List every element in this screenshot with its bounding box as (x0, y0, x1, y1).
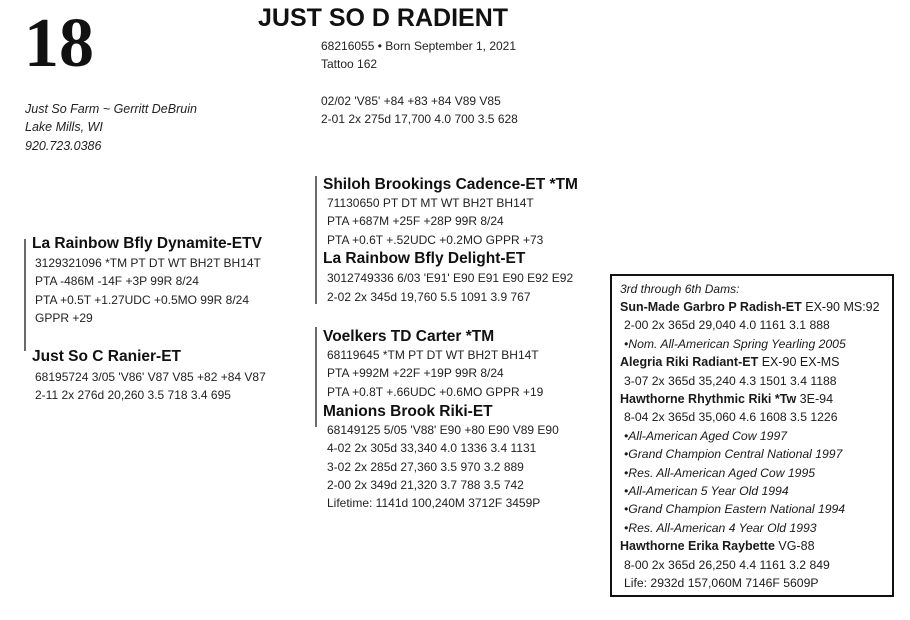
dam-name: Hawthorne Erika Raybette (620, 539, 775, 554)
dam-honor: •Res. All-American Aged Cow 1995 (624, 465, 816, 480)
pedigree-line: 3012749336 6/03 'E91' E90 E91 E90 E92 E92 (327, 271, 574, 285)
pedigree-line: 4-02 2x 305d 33,340 4.0 1336 3.4 1131 (327, 441, 537, 455)
dam-entry-name (620, 298, 884, 316)
pedigree-name-ss: La Rainbow Bfly Dynamite-ETV (32, 235, 262, 252)
pedigree-line: 68149125 5/05 'V88' E90 +80 E90 V89 E90 (327, 423, 559, 437)
pedigree-name-sire: Just So C Ranier-ET (32, 348, 181, 365)
pedigree-line: Lifetime: 1141d 100,240M 3712F 3459P (327, 496, 541, 510)
pedigree-line: PTA +0.8T +.66UDC +0.6MO GPPR +19 (327, 385, 544, 399)
dam-name: Hawthorne Rhythmic Riki *Tw (620, 392, 797, 407)
pedigree-name-dam-sire: Voelkers TD Carter *TM (323, 328, 495, 345)
dam-honor: •Res. All-American 4 Year Old 1993 (624, 520, 817, 535)
pedigree-line: PTA +992M +22F +19P 99R 8/24 (327, 366, 504, 380)
pedigree-name-ssd: La Rainbow Bfly Delight-ET (323, 250, 526, 267)
consignor-location: Lake Mills, WI (25, 120, 103, 134)
lot-number: 18 (24, 5, 94, 82)
animal-reg-line: 68216055 • Born September 1, 2021 (321, 39, 517, 53)
pedigree-name-dam: Manions Brook Riki-ET (323, 403, 493, 420)
consignor-phone: 920.723.0386 (25, 139, 102, 153)
dam-entry-name (620, 537, 884, 555)
animal-name: JUST SO D RADIENT (258, 4, 509, 32)
dams-box (610, 274, 894, 597)
pedigree-line: PTA +687M +25F +28P 99R 8/24 (327, 214, 504, 228)
dam-classification: VG-88 (778, 539, 815, 554)
dam-honor: •Nom. All-American Spring Yearling 2005 (624, 336, 846, 351)
dam-classification: EX-90 MS:92 (805, 300, 880, 314)
pedigree-line: 2-11 2x 276d 20,260 3.5 718 3.4 695 (35, 388, 231, 402)
pedigree-line: 71130650 PT DT MT WT BH2T BH14T (327, 196, 534, 210)
pedigree-line: 68119645 *TM PT DT WT BH2T BH14T (327, 348, 539, 362)
pedigree-line: GPPR +29 (35, 311, 93, 325)
dam-record: 8-04 2x 365d 35,060 4.6 1608 3.5 1226 (624, 410, 838, 425)
dam-record: 3-07 2x 365d 35,240 4.3 1501 3.4 1188 (624, 373, 837, 388)
connector-line (315, 176, 317, 304)
dam-entry-name (620, 353, 884, 371)
connector-line (24, 239, 26, 351)
dam-honor: •Grand Champion Central National 1997 (624, 447, 843, 462)
pedigree-name-ssss: Shiloh Brookings Cadence-ET *TM (323, 176, 578, 193)
dam-honor: •All-American Aged Cow 1997 (624, 428, 788, 443)
pedigree-line: PTA +0.5T +1.27UDC +0.5MO 99R 8/24 (35, 293, 250, 307)
pedigree-line: 3-02 2x 285d 27,360 3.5 970 3.2 889 (327, 460, 524, 474)
consignor-farm: Just So Farm ~ Gerritt DeBruin (25, 102, 197, 116)
pedigree-line: 68195724 3/05 'V86' V87 V85 +82 +84 V87 (35, 370, 266, 384)
dams-box-header: 3rd through 6th Dams: (620, 282, 740, 296)
pedigree-line: 3129321096 *TM PT DT WT BH2T BH14T (35, 256, 261, 270)
connector-line (315, 327, 317, 427)
dam-record: 8-00 2x 365d 26,250 4.4 1161 3.2 849 (624, 557, 830, 572)
animal-record: 2-01 2x 275d 17,700 4.0 700 3.5 628 (321, 112, 518, 126)
dam-name: Sun-Made Garbro P Radish-ET (620, 300, 802, 314)
animal-tattoo: Tattoo 162 (321, 57, 378, 71)
dam-classification: 3E-94 (799, 392, 834, 407)
pedigree-line: 2-00 2x 349d 21,320 3.7 788 3.5 742 (327, 478, 524, 492)
dam-classification: EX-90 EX-MS (761, 355, 840, 370)
dam-honor: •Grand Champion Eastern National 1994 (624, 502, 846, 517)
dam-honor: •All-American 5 Year Old 1994 (624, 484, 789, 499)
pedigree-line: 2-02 2x 345d 19,760 5.5 1091 3.9 767 (327, 290, 531, 304)
pedigree-line: PTA +0.6T +.52UDC +0.2MO GPPR +73 (327, 233, 544, 247)
pedigree-line: PTA -486M -14F +3P 99R 8/24 (35, 274, 199, 288)
animal-classification: 02/02 'V85' +84 +83 +84 V89 V85 (321, 94, 501, 108)
dam-name: Alegria Riki Radiant-ET (620, 355, 759, 370)
dam-entry-name (620, 390, 884, 408)
dam-record: Life: 2932d 157,060M 7146F 5609P (624, 576, 819, 591)
dam-record: 2-00 2x 365d 29,040 4.0 1161 3.1 888 (624, 318, 830, 333)
